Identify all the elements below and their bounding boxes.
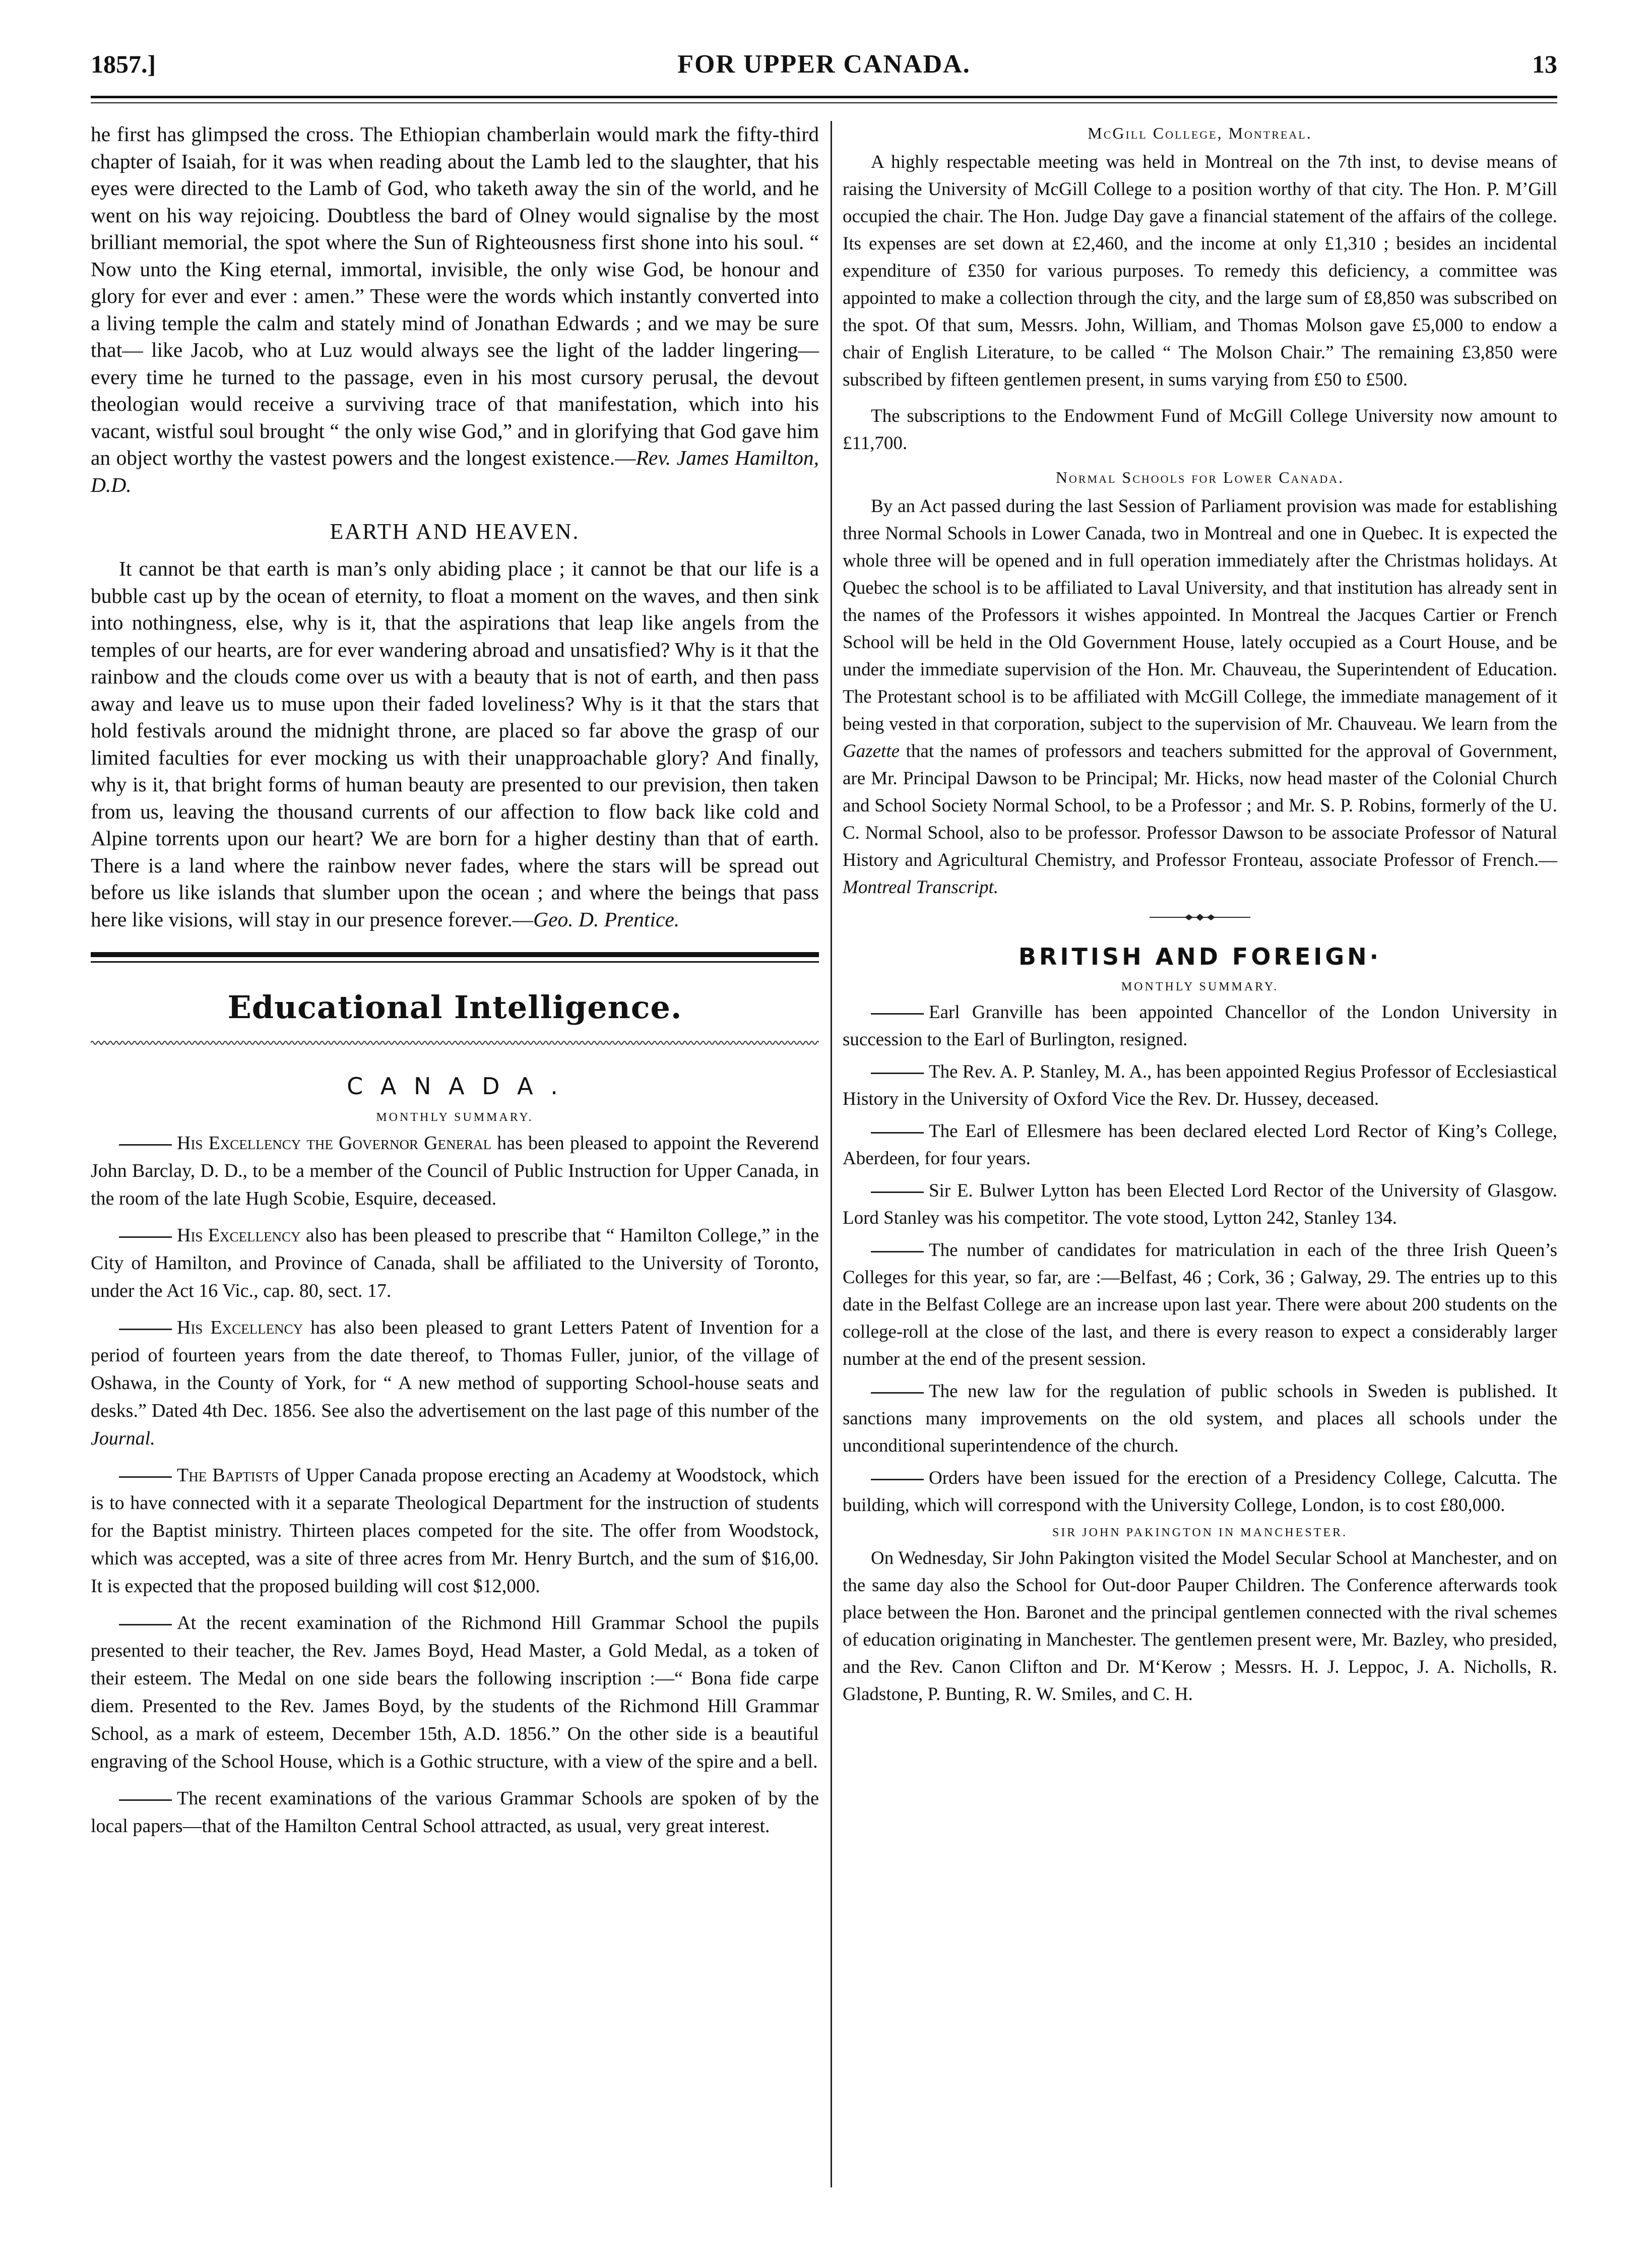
item-text: of Upper Canada propose erecting an Academy at Woodstock, which is to have connected with it a separate Theological Department for the instruction of students for the Baptist ministry. Thirteen places competed for the site. The offer from Woodstock, which was accepted, was a site of three acres from Mr. Henry Burtch, and the sum of $16,00. It is expected that the proposed building will cost $12,000. [91, 1465, 819, 1597]
british-item [843, 999, 1557, 1053]
dash-rule [119, 1144, 172, 1146]
item-text: Orders have been issued for the erection of a Presidency College, Calcutta. The building, which will correspond with the University College, London, is to cost £80,000. [843, 1468, 1557, 1516]
item-text: The Rev. A. P. Stanley, M. A., has been appointed Regius Professor of Ecclesiastical History in the University of Oxford Vice the Rev. Dr. Hussey, deceased. [843, 1061, 1557, 1109]
normal-schools-text: By an Act passed during the last Session of Parliament provision was made for establishing three Normal Schools in Lower Canada, two in Montreal and one in Quebec. It is expected the whole three will be opened and in full operation immediately after the Christmas holidays. At Quebec the school is to be affiliated to Laval University, and that institution has already sent in the names of the Professors it wishes appointed. In Montreal the Jacques Cartier or French School will be held in the Old Government House, lately occupied as a Court House, and be under the immediate supervision of the Hon. Mr. Chauveau, the Superintendent of Education. The Protestant school is to be affiliated with McGill College, the immediate management of it being vested in that corporation, subject to the supervision of Mr. Chauveau. We learn from the [843, 496, 1557, 734]
item-lead: The Baptists [177, 1465, 279, 1486]
earth-heaven-heading: EARTH AND HEAVEN. [330, 519, 580, 544]
running-head-title: FOR UPPER CANADA. [677, 50, 971, 79]
gazette-word: Gazette [843, 741, 900, 762]
earth-heaven-text: It cannot be that earth is man’s only abiding place ; it cannot be that our life is a bubble cast up by the ocean of eternity, to float a moment on the waves, and then sink into nothingness, else, why is it, that the aspirations that leap like angels from the temples of our hearts, are for ever wandering abroad and unsatisfied? Why is it that the rainbow and the clouds come over us with a beauty that is not of earth, and then pass away and leave us to muse upon their faded loveliness? Why is it that the stars that hold festivals around the midnight throne, are placed so far above the grasp of our limited faculties for ever mocking us with their unapproachable glory? And finally, why is it, that bright forms of human beauty are presented to our prevision, then taken from us, leaving the thousand currents of our affection to flow back like cold and Alpine torrents upon our heart? We are born for a higher destiny than that of earth. There is a land where the rainbow never fades, where the stars will be spread out before us like islands that slumber upon the ocean ; and where the beings that pass here like visions, will stay in our presence forever.— [91, 557, 819, 931]
item-lead: His Excellency [177, 1225, 301, 1246]
item-text: The Earl of Ellesmere has been declared elected Lord Rector of King’s College, Aberdeen, for four years. [843, 1121, 1557, 1169]
section-rule-thin [91, 961, 819, 963]
pakington-paragraph: On Wednesday, Sir John Pakington visited the Model Secular School at Manchester, and on the same day also the School for Out-door Pauper Children. The Conference afterwards took place between the Hon. Baronet and the principal gentlemen connected with the rival schemes of education originating in Manchester. The gentlemen present were, Mr. Bazley, who presided, and the Rev. Canon Clifton and Dr. M‘Kerow ; Messrs. H. J. Leppoc, J. A. Nicholls, R. Gladstone, P. Bunting, R. W. Smiles, and C. H. [843, 1548, 1557, 1705]
dash-rule [871, 1251, 924, 1252]
hamilton-paragraph [91, 121, 819, 498]
dash-rule [119, 1329, 172, 1330]
running-head-year: 1857.] [91, 50, 156, 78]
prentice-attribution: Geo. D. Prentice. [533, 907, 680, 931]
earth-heaven-paragraph [91, 555, 819, 933]
british-item [843, 1465, 1557, 1519]
british-item [843, 1118, 1557, 1172]
dash-rule [871, 1479, 924, 1480]
item-text: Earl Granville has been appointed Chancellor of the London University in succession to the Earl of Burlington, resigned. [843, 1002, 1557, 1050]
item-text: The number of candidates for matriculation in each of the three Irish Queen’s Colleges for this year, so far, are :—Belfast, 46 ; Cork, 36 ; Galway, 29. The entries up to this date in the Belfast College are an increase upon last year. There were about 200 students on the college-roll at the close of the last, and there is every reason to expect a considerably larger number at the end of the present session. [843, 1240, 1557, 1369]
hamilton-paragraph-text: he first has glimpsed the cross. The Ethiopian chamberlain would mark the fifty-third chapter of Isaiah, for it was when reading about the Lamb led to the slaughter, that his eyes were directed to the Lamb of God, who taketh away the sin of the world, and he went on his way rejoicing. Doubtless the bard of Olney would signalise by the most brilliant memorial, the spot where the Sun of Righteousness first shone into his soul. “ Now unto the King eternal, immortal, invisible, the only wise God, be honour and glory for ever and ever : amen.” These were the words which instantly converted into a living temple the calm and stately mind of Jonathan Edwards ; and we may be sure that— like Jacob, who at Luz would always see the light of the ladder lingering—every time he turned to the passage, even in his most cursory perusal, the devout theologian would receive a surviving trace of that manifestation, which into his vacant, wistful soul brought “ the only wise God,” and in glorifying that God gave him an object worthy the vastest powers and the longest existence.— [91, 122, 819, 469]
british-item [843, 1237, 1557, 1373]
pakington-heading: SIR JOHN PAKINGTON IN MANCHESTER. [1052, 1526, 1348, 1539]
header-rule-thin [91, 102, 1557, 103]
ornament-rule-icon [1150, 912, 1250, 922]
mcgill-heading: McGill College, Montreal. [1088, 124, 1312, 142]
dash-rule [119, 1236, 172, 1238]
british-item [843, 1058, 1557, 1113]
item-text: has been pleased to appoint the Reverend John Barclay, D. D., to be a member of the Council of Public Instruction for Upper Canada, in the room of the late Hugh Scobie, Esquire, deceased. [91, 1133, 819, 1209]
item-lead: His Excellency [177, 1317, 303, 1338]
dash-rule [119, 1624, 172, 1625]
ornament-divider [843, 912, 1557, 925]
journal-word: Journal. [91, 1428, 155, 1449]
british-foreign-heading: BRITISH AND FOREIGN· [1018, 943, 1382, 970]
canada-item [91, 1785, 819, 1840]
section-rule-thick [91, 952, 819, 957]
normal-schools-text-rest: that the names of professors and teachers submitted for the approval of Government, are Mr. Principal Dawson to be Principal; Mr. Hicks, now head master of the Colonial Church and School Society Normal School, to be a Professor ; and Mr. S. P. Robins, formerly of the U. C. Normal School, also to be professor. Professor Dawson to be associate Professor of Natural History and Agricultural Chemistry, and Professor Fronteau, associate Professor of French.— [843, 741, 1557, 870]
right-column [843, 121, 1557, 1708]
british-item [843, 1177, 1557, 1232]
dash-rule [871, 1392, 924, 1394]
dash-rule [119, 1799, 172, 1801]
transcript-attribution: Montreal Transcript. [843, 877, 999, 898]
page-number: 13 [1532, 50, 1557, 78]
dash-rule [871, 1191, 924, 1193]
mcgill-paragraph: A highly respectable meeting was held in Montreal on the 7th inst, to devise means of raising the University of McGill College to a position worthy of that city. The Hon. P. M’Gill occupied the chair. The Hon. Judge Day gave a financial statement of the affairs of the college. Its expenses are set down at £2,460, and the income at only £1,310 ; besides an incidental expenditure of £350 for various purposes. To remedy this deficiency, a committee was appointed to make a collection through the city, and the large sum of £8,850 was subscribed on the spot. Of that sum, Messrs. John, William, and Thomas Molson gave £5,000 to endow a chair of English Literature, to be called “ The Molson Chair.” The remaining £3,850 were subscribed by fifteen gentlemen present, in sums varying from £50 to £500. [843, 152, 1557, 390]
item-lead: His Excellency the Governor General [177, 1133, 492, 1154]
item-text: The new law for the regulation of public schools in Sweden is published. It sanctions many improvements on the old system, and places all schools under the unconditional superintendence of the church. [843, 1381, 1557, 1456]
item-text: The recent examinations of the various Grammar Schools are spoken of by the local papers—that of the Hamilton Central School attracted, as usual, very great interest. [91, 1788, 819, 1837]
wavy-rule [91, 1039, 819, 1047]
column-divider [831, 121, 832, 2187]
normal-schools-paragraph [843, 493, 1557, 901]
running-head [91, 49, 1557, 85]
normal-schools-heading: Normal Schools for Lower Canada. [1055, 468, 1345, 486]
mcgill-endowment-paragraph: The subscriptions to the Endowment Fund of McGill College University now amount to £11,700. [843, 406, 1557, 454]
dash-rule [119, 1476, 172, 1478]
header-rule-thick [91, 96, 1557, 98]
dash-rule [871, 1013, 924, 1015]
canada-heading: C A N A D A . [347, 1073, 563, 1100]
canada-item [91, 1609, 819, 1776]
dash-rule [871, 1132, 924, 1134]
hamilton-attribution: Rev. James Hamilton, D.D. [91, 446, 819, 496]
canada-item [91, 1222, 819, 1305]
item-text: also has been pleased to prescribe that “ Hamilton College,” in the City of Hamilton, and Province of Canada, shall be affiliated to the University of Toronto, under the Act 16 Vic., cap. 80, sect. 17. [91, 1225, 819, 1301]
canada-item [91, 1130, 819, 1213]
british-item [843, 1378, 1557, 1460]
monthly-summary-label: MONTHLY SUMMARY. [376, 1111, 534, 1124]
left-column [91, 121, 819, 1840]
item-text: has also been pleased to grant Letters Patent of Invention for a period of fourteen years from the date thereof, to Thomas Fuller, junior, of the village of Oshawa, in the County of York, for “ A new method of supporting School-house seats and desks.” Dated 4th Dec. 1856. See also the advertisement on the last page of this number of the [91, 1317, 819, 1421]
section-title: Educational Intelligence. [227, 989, 682, 1026]
item-text: Sir E. Bulwer Lytton has been Elected Lord Rector of the University of Glasgow. Lord Stanley was his competitor. The vote stood, Lytton 242, Stanley 134. [843, 1180, 1557, 1228]
monthly-summary-label: MONTHLY SUMMARY. [1121, 980, 1279, 993]
canada-item [91, 1314, 819, 1453]
canada-item [91, 1462, 819, 1600]
item-text: At the recent examination of the Richmond Hill Grammar School the pupils presented to their teacher, the Rev. James Boyd, Head Master, a Gold Medal, as a token of their esteem. The Medal on one side bears the following inscription :—“ Bona fide carpe diem. Presented to the Rev. James Boyd, by the students of the Richmond Hill Grammar School, as a mark of esteem, December 15th, A.D. 1856.” On the other side is a beautiful engraving of the School House, which is a Gothic structure, with a view of the spire and a bell. [91, 1612, 819, 1772]
dash-rule [871, 1073, 924, 1074]
